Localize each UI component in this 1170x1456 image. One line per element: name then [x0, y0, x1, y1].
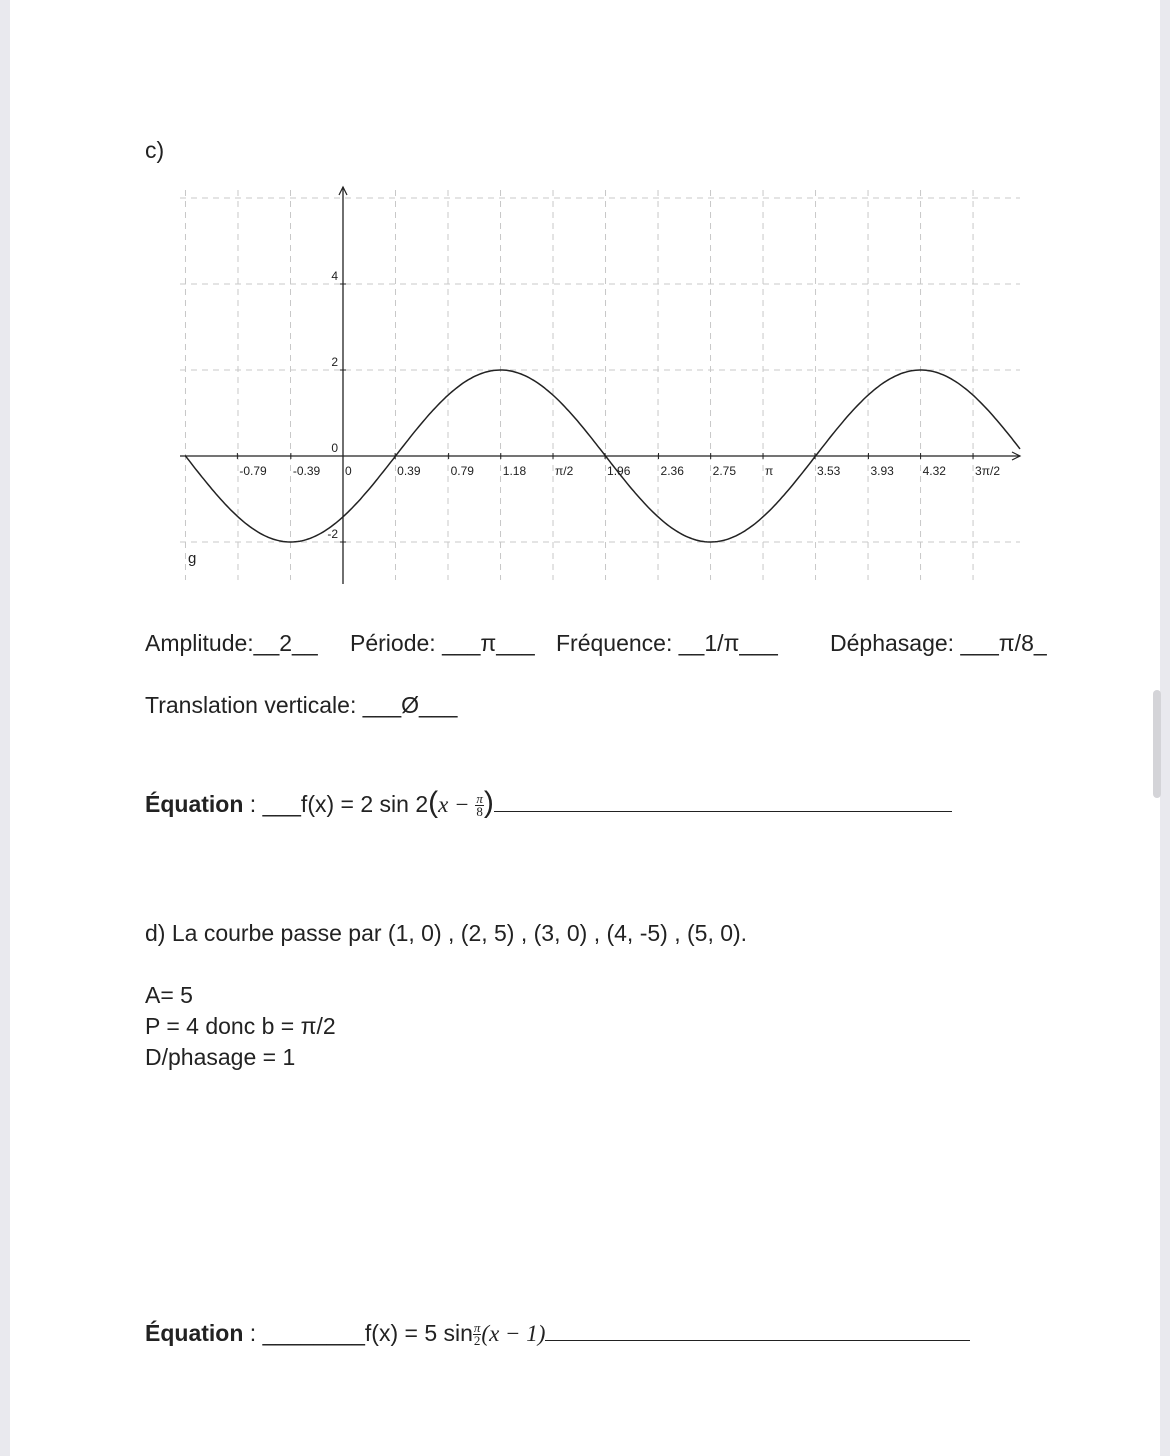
equation-d-frac-den: 2 — [473, 1333, 481, 1349]
equation-c-fraction — [475, 793, 484, 818]
x-tick-label: 1.96 — [607, 464, 631, 478]
frequence-value: __1/π___ — [678, 630, 778, 656]
x-tick-label: 0.79 — [450, 464, 474, 478]
vertical-scrollbar[interactable] — [1153, 690, 1161, 798]
translation-label: Translation verticale: — [145, 692, 357, 718]
dephasage-value: ___π/8_ — [960, 630, 1047, 656]
x-tick-label: 3.53 — [816, 464, 841, 478]
chart-axes — [180, 187, 1020, 584]
part-d-p-line: P = 4 donc b = π/2 — [145, 1013, 336, 1039]
x-tick-label: 4.32 — [922, 464, 946, 478]
translation-value: ___Ø___ — [362, 692, 458, 718]
y-tick-label: 4 — [331, 269, 338, 283]
x-tick-label: π/2 — [555, 464, 574, 478]
chart-tick-labels — [239, 269, 1000, 541]
part-d-a-line: A= 5 — [145, 982, 193, 1008]
equation-c-prefix: ___f(x) = 2 sin 2 — [262, 791, 429, 817]
equation-d-sep: : — [243, 1320, 263, 1346]
x-tick-label: 3.93 — [870, 464, 894, 478]
frequence-row — [556, 630, 778, 657]
equation-c-frac-num: π — [476, 791, 483, 807]
y-tick-label: -2 — [327, 527, 338, 541]
sine-chart — [10, 0, 1160, 600]
equation-d-tail: (x − 1) — [481, 1321, 546, 1346]
amplitude-label: Amplitude: — [145, 630, 254, 656]
x-tick-label: 2.36 — [660, 464, 684, 478]
equation-d-frac-num: π — [473, 1320, 481, 1336]
x-tick-label: 0.39 — [397, 464, 421, 478]
equation-c-x: x − — [438, 792, 476, 817]
equation-c-sep: : — [243, 791, 263, 817]
equation-c-frac-den: 8 — [476, 804, 483, 820]
x-tick-label: 1.18 — [502, 464, 527, 478]
part-d-d-line: D/phasage = 1 — [145, 1044, 296, 1070]
equation-c-row — [145, 786, 955, 820]
x-tick-label: 3π/2 — [975, 464, 1001, 478]
y-tick-label: 2 — [331, 355, 338, 369]
x-tick-label: 0 — [345, 464, 352, 478]
translation-row — [145, 692, 457, 719]
dephasage-label: Déphasage: — [830, 630, 955, 656]
equation-d-blank — [545, 1340, 970, 1341]
amplitude-row — [145, 630, 318, 657]
equation-d-label: Équation — [145, 1320, 244, 1346]
periode-label: Période: — [350, 630, 436, 656]
periode-value: ___π___ — [442, 630, 535, 656]
frequence-label: Fréquence: — [556, 630, 673, 656]
document-page — [10, 0, 1160, 1456]
y-tick-label: 0 — [331, 441, 338, 455]
equation-c-open-paren: ( — [428, 786, 439, 819]
equation-c-close-paren: ) — [483, 786, 494, 819]
part-d-statement: d) La courbe passe par (1, 0) , (2, 5) , (3, 0) , (4, -5) , (5, 0). — [145, 920, 748, 946]
periode-row — [350, 630, 535, 657]
function-label: g — [188, 550, 197, 567]
x-tick-label: 2.75 — [712, 464, 737, 478]
chart-grid — [180, 190, 1020, 580]
part-c-label: c) — [145, 137, 165, 163]
amplitude-value: __2__ — [253, 630, 318, 656]
x-tick-label: -0.79 — [239, 464, 267, 478]
equation-c-label: Équation — [145, 791, 244, 817]
equation-d-prefix: ________f(x) = 5 sin — [262, 1320, 473, 1346]
x-tick-label: -0.39 — [292, 464, 321, 478]
x-tick-label: π — [765, 464, 774, 478]
dephasage-row — [830, 630, 1047, 657]
equation-c-blank — [494, 811, 952, 812]
equation-d-row — [145, 1320, 960, 1347]
